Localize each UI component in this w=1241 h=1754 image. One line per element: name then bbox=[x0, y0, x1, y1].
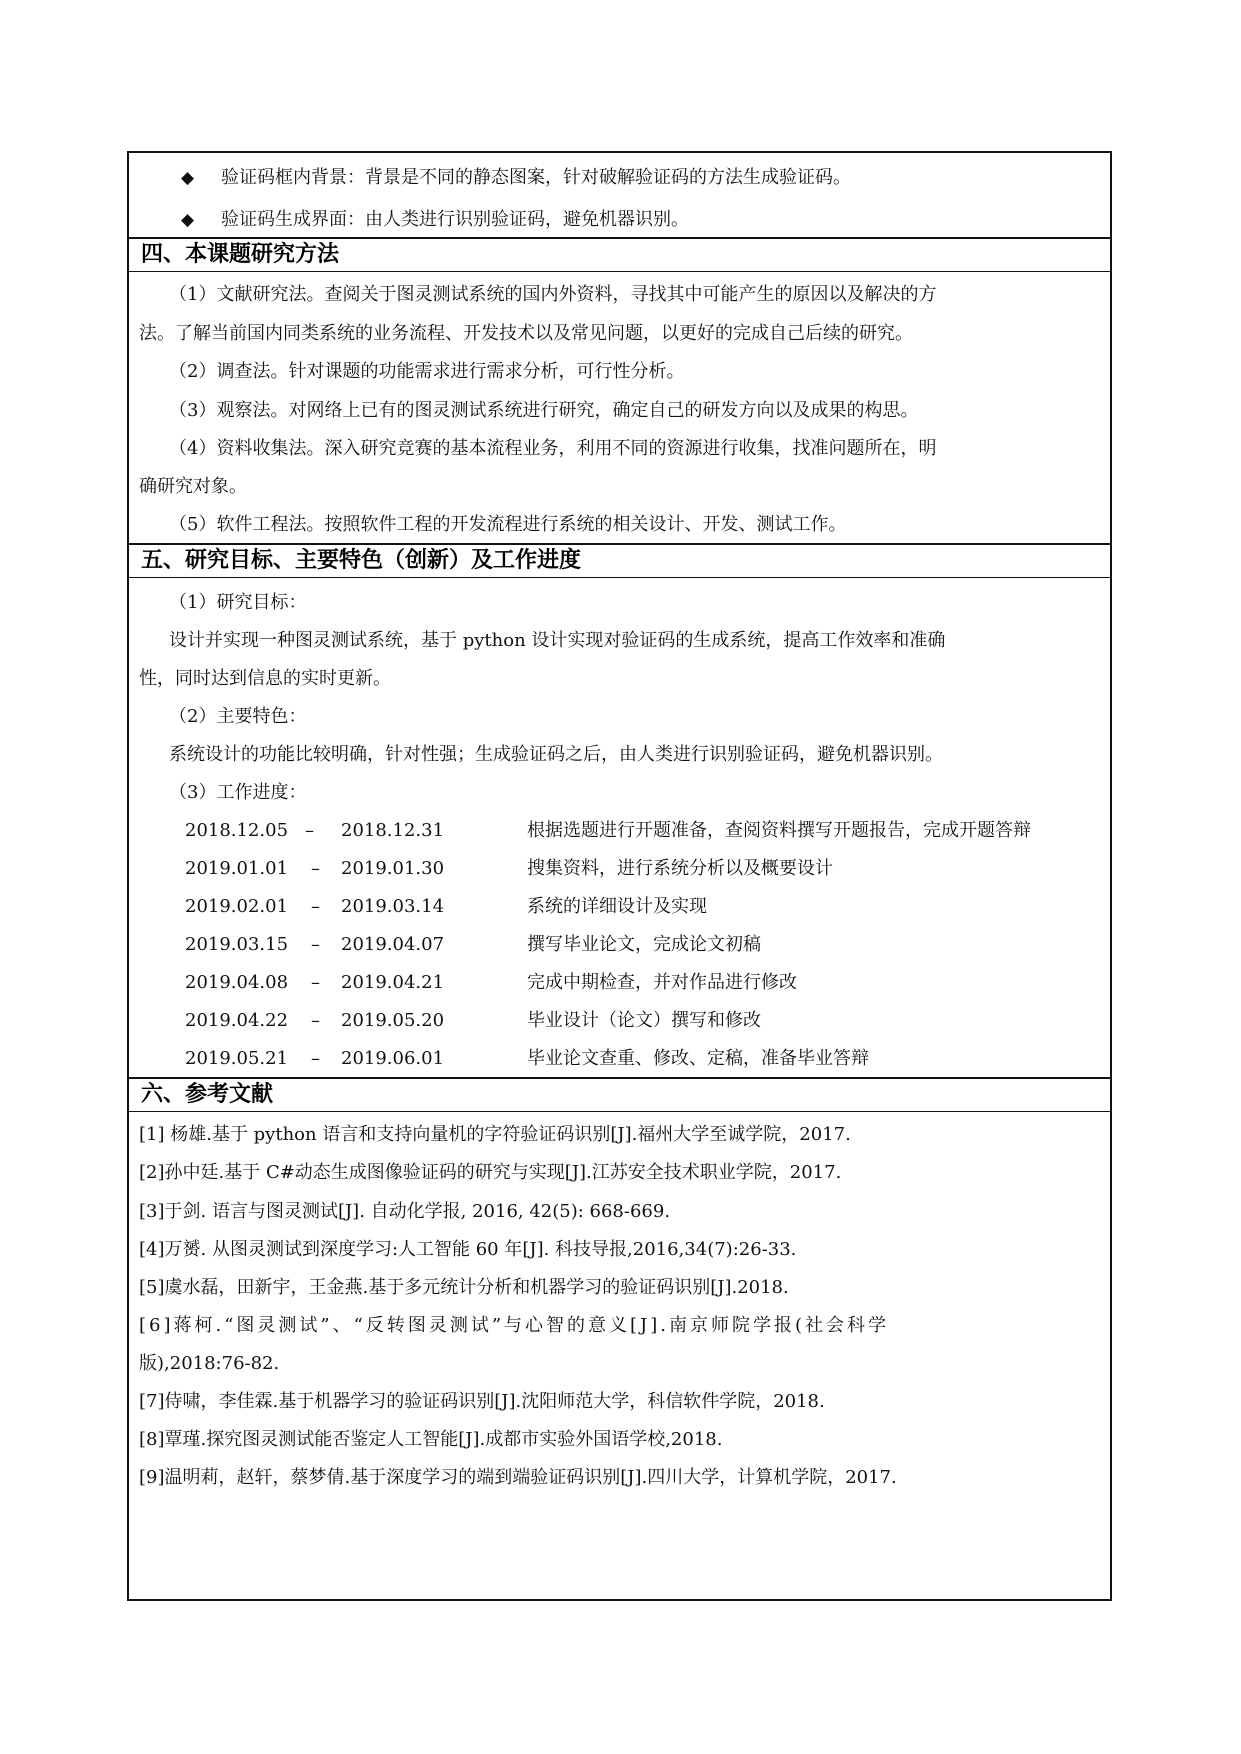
reference-item: [7]侍啸，李佳霖.基于机器学习的验证码识别[J].沈阳师范大学，科信软件学院，2018. bbox=[139, 1391, 825, 1412]
reference-item: [5]虞水磊，田新宇，王金燕.基于多元统计分析和机器学习的验证码识别[J].2018. bbox=[139, 1277, 789, 1298]
schedule-end: 2019.06.01 bbox=[341, 1048, 445, 1069]
schedule-end: 2019.01.30 bbox=[341, 858, 445, 879]
schedule-start: 2019.05.21 bbox=[185, 1048, 289, 1069]
method-line: （4）资料收集法。深入研究竞赛的基本流程业务，利用不同的资源进行收集，找准问题所在，明 bbox=[169, 438, 937, 459]
schedule-end: 2018.12.31 bbox=[341, 820, 445, 841]
schedule-task: 毕业论文查重、修改、定稿，准备毕业答辩 bbox=[527, 1048, 869, 1069]
schedule-end: 2019.05.20 bbox=[341, 1010, 445, 1031]
diamond-bullet-icon: ◆ bbox=[181, 168, 195, 188]
schedule-end: 2019.04.07 bbox=[341, 934, 445, 955]
section-research-methods bbox=[129, 237, 1110, 267]
schedule-start: 2019.04.22 bbox=[185, 1010, 289, 1031]
schedule-dash: – bbox=[311, 896, 320, 917]
method-line: 确研究对象。 bbox=[139, 476, 247, 497]
schedule-task: 搜集资料，进行系统分析以及概要设计 bbox=[527, 858, 833, 879]
method-line: （1）文献研究法。查阅关于图灵测试系统的国内外资料，寻找其中可能产生的原因以及解决的方 bbox=[169, 284, 937, 305]
method-line: （5）软件工程法。按照软件工程的开发流程进行系统的相关设计、开发、测试工作。 bbox=[169, 514, 847, 535]
schedule-dash: – bbox=[311, 858, 320, 879]
reference-item: [4]万赟. 从图灵测试到深度学习:人工智能 60 年[J]. 科技导报,2016,34(7):26-33. bbox=[139, 1239, 797, 1260]
method-line: （3）观察法。对网络上已有的图灵测试系统进行研究，确定自己的研发方向以及成果的构思。 bbox=[169, 400, 919, 421]
reference-item: [2]孙中廷.基于 C#动态生成图像验证码的研究与实现[J].江苏安全技术职业学院，2017. bbox=[139, 1162, 842, 1183]
feature-label: （2）主要特色： bbox=[169, 706, 307, 727]
schedule-end: 2019.03.14 bbox=[341, 896, 445, 917]
section-divider bbox=[129, 577, 1110, 578]
section-goals-progress bbox=[129, 543, 1110, 573]
section-title: 六、参考文献 bbox=[141, 1082, 274, 1107]
section-title: 四、本课题研究方法 bbox=[141, 242, 340, 267]
method-line: 法。了解当前国内同类系统的业务流程、开发技术以及常见问题，以更好的完成自己后续的研究。 bbox=[139, 323, 913, 344]
bullet-text: 验证码生成界面：由人类进行识别验证码，避免机器识别。 bbox=[221, 209, 689, 230]
section-divider bbox=[129, 271, 1110, 272]
schedule-start: 2018.12.05 bbox=[185, 820, 289, 841]
schedule-dash: – bbox=[311, 934, 320, 955]
bullet-text: 验证码框内背景：背景是不同的静态图案，针对破解验证码的方法生成验证码。 bbox=[221, 167, 851, 188]
method-line: （2）调查法。针对课题的功能需求进行需求分析，可行性分析。 bbox=[169, 361, 685, 382]
schedule-task: 完成中期检查，并对作品进行修改 bbox=[527, 972, 797, 993]
schedule-start: 2019.03.15 bbox=[185, 934, 289, 955]
section-title: 五、研究目标、主要特色（创新）及工作进度 bbox=[141, 548, 582, 573]
feature-line: 系统设计的功能比较明确，针对性强；生成验证码之后，由人类进行识别验证码，避免机器识别。 bbox=[169, 744, 943, 765]
diamond-bullet-icon: ◆ bbox=[181, 210, 195, 230]
progress-label: （3）工作进度： bbox=[169, 782, 307, 803]
reference-item-cont: 版),2018:76-82. bbox=[139, 1353, 280, 1374]
reference-item: [8]覃瑾.探究图灵测试能否鉴定人工智能[J].成都市实验外国语学校,2018. bbox=[139, 1429, 723, 1450]
schedule-task: 根据选题进行开题准备，查阅资料撰写开题报告，完成开题答辩 bbox=[527, 820, 1031, 841]
schedule-start: 2019.04.08 bbox=[185, 972, 289, 993]
goal-line: 性，同时达到信息的实时更新。 bbox=[139, 668, 391, 689]
schedule-dash: – bbox=[311, 1010, 320, 1031]
section-divider bbox=[129, 1111, 1110, 1112]
schedule-task: 毕业设计（论文）撰写和修改 bbox=[527, 1010, 761, 1031]
schedule-start: 2019.02.01 bbox=[185, 896, 289, 917]
section-references bbox=[129, 1077, 1110, 1107]
reference-item: [6]蒋柯.“图灵测试”、“反转图灵测试”与心智的意义[J].南京师院学报(社会科学 bbox=[139, 1315, 890, 1336]
report-table bbox=[127, 151, 1112, 1601]
reference-item: [9]温明莉，赵轩，蔡梦倩.基于深度学习的端到端验证码识别[J].四川大学，计算机学院，2017. bbox=[139, 1467, 897, 1488]
reference-item: [1] 杨雄.基于 python 语言和支持向量机的字符验证码识别[J].福州大学至诚学院，2017. bbox=[139, 1124, 851, 1145]
schedule-task: 撰写毕业论文，完成论文初稿 bbox=[527, 934, 761, 955]
schedule-task: 系统的详细设计及实现 bbox=[527, 896, 707, 917]
schedule-start: 2019.01.01 bbox=[185, 858, 289, 879]
schedule-dash: – bbox=[311, 1048, 320, 1069]
goal-line: 设计并实现一种图灵测试系统，基于 python 设计实现对验证码的生成系统，提高工作效率和准确 bbox=[169, 630, 946, 651]
reference-item: [3]于剑. 语言与图灵测试[J]. 自动化学报, 2016, 42(5): 668-669. bbox=[139, 1201, 671, 1222]
goal-label: （1）研究目标： bbox=[169, 592, 307, 613]
schedule-end: 2019.04.21 bbox=[341, 972, 445, 993]
schedule-dash: – bbox=[305, 820, 314, 841]
schedule-dash: – bbox=[311, 972, 320, 993]
